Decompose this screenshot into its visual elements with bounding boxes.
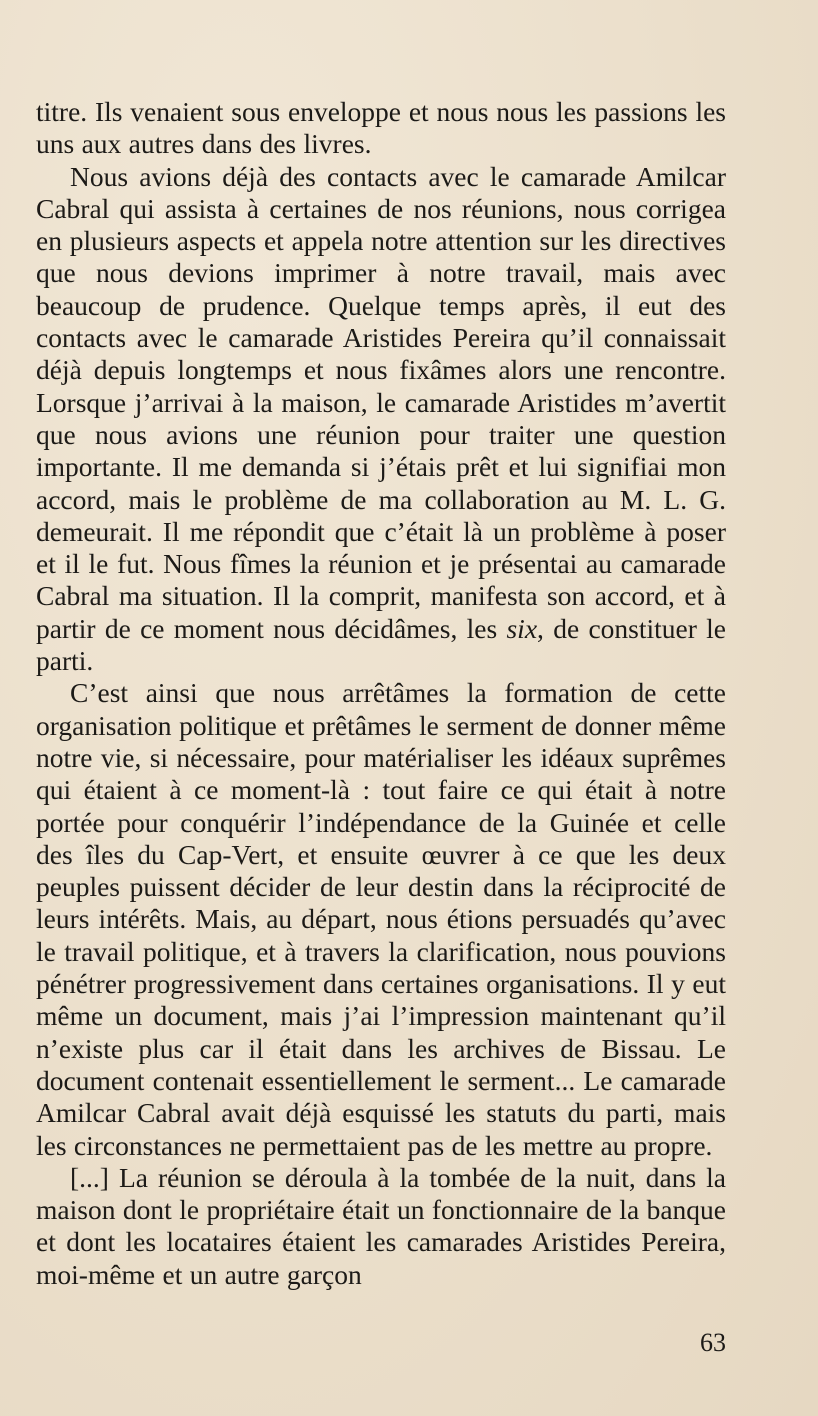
paragraph-3: C’est ainsi que nous arrêtâmes la formation de cette organisation politique et prêtâmes le serment de donner même notre vie, si nécessaire, pour matérialiser les idéaux suprêmes qui étaient à ce moment-là : tout faire ce qui était à notre portée pour conquérir l’indépendance de la Guinée et celle des îles du Cap-Vert, et ensuite œuvrer à ce que les deux peuples puissent décider de leur destin dans la réciprocité de leurs intérêts. Mais, au départ, nous étions persuadés qu’avec le travail politique, et à travers la clarification, nous pouvions pénétrer progressivement dans certaines organisations. Il y eut même un document, mais j’ai l’impression maintenant qu’il n’existe plus car il était dans les archives de Bissau. Le document contenait essentiellement le serment... Le camarade Amilcar Cabral avait déjà esquissé les statuts du parti, mais les circonstances ne permettaient pas de les mettre au propre.: [36, 677, 726, 1161]
paragraph-2: [36, 161, 726, 678]
page-number: 63: [700, 1328, 726, 1357]
paragraph-2-ending: , de constituer le parti.: [36, 612, 727, 677]
page-body: [36, 96, 726, 1291]
paragraph-4: [...] La réunion se déroula à la tombée de la nuit, dans la maison dont le propriétaire était un fonctionnaire de la banque et dont les locataires étaient les camarades Aristides Pereira, moi-même et un autre garçon: [36, 1161, 726, 1290]
paragraph-1: titre. Ils venaient sous enveloppe et nous nous les passions les uns aux autres dans des livres.: [36, 96, 726, 160]
paragraph-2-text: Nous avions déjà des contacts avec le camarade Amilcar Cabral qui assista à certaines de nos réunions, nous corrigea en plusieurs aspects et appela notre attention sur les directives que nous devions imprimer à notre travail, mais avec beaucoup de prudence. Quelque temps après, il eut des contacts avec le camarade Aristides Pereira qu’il connaissait déjà depuis longtemps et nous fixâmes alors une rencontre. Lorsque j’arrivai à la maison, le camarade Aristides m’avertit que nous avions une réunion pour traiter une question importante. Il me demanda si j’étais prêt et lui signifiai mon accord, mais le problème de ma collaboration au M. L. G. demeurait. Il me répondit que c’était là un problème à poser et il le fut. Nous fîmes la réunion et je présentai au camarade Cabral ma situation. Il la comprit, manifesta son accord, et à partir de ce moment nous décidâmes, les: [36, 160, 726, 644]
italic-word-six: six: [506, 612, 538, 644]
